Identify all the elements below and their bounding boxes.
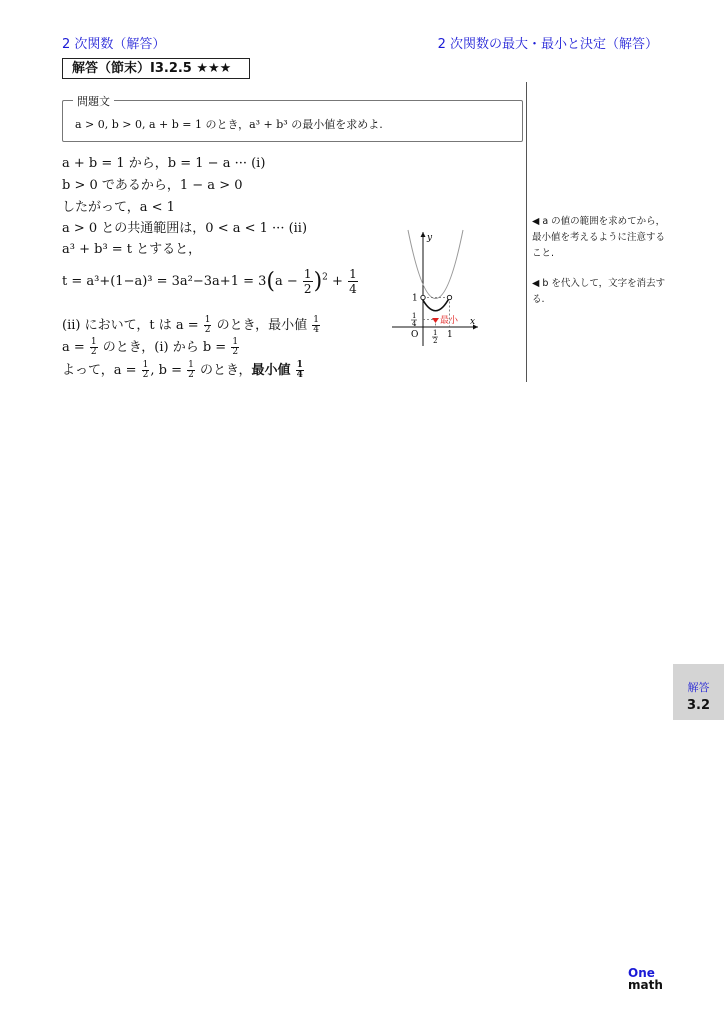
equation-quarter: $\frac{1}{4}$ xyxy=(349,267,357,296)
y-axis-label: y xyxy=(427,233,433,243)
solution-line-8 xyxy=(62,336,240,357)
equation-paren-close: ) xyxy=(313,269,323,294)
margin-note-1: ◀ a の値の範囲を求めてから，最小値を考えるように注意すること. xyxy=(532,216,666,259)
line9-text-c: のとき， xyxy=(200,363,252,378)
equation-plus: + xyxy=(332,274,343,289)
solution-line-5: a³ + b³ = t とすると， xyxy=(62,242,202,257)
x-tick-one: 1 xyxy=(447,330,453,340)
header-right: 2 次関数の最大・最小と決定（解答） xyxy=(437,37,658,52)
x-tick-half-num: 1 xyxy=(433,329,438,337)
solution-line-4: a > 0 との共通範囲は，0 < a < 1 ··· (ii) xyxy=(62,221,308,236)
chapter-tab-label: 解答 xyxy=(687,681,710,694)
line8-half-b: $\frac{1}{2}$ xyxy=(232,337,239,357)
parabola-domain-segment xyxy=(422,298,450,311)
solution-line-9 xyxy=(62,359,305,380)
line9-text-a: よって，a = xyxy=(62,363,137,378)
onemath-logo xyxy=(628,967,663,991)
line7-text-a: (ii) において，t は a = xyxy=(62,318,199,333)
open-point-left xyxy=(421,295,425,299)
y-tick-quarter-num: 1 xyxy=(412,312,417,320)
line8-half-a: $\frac{1}{2}$ xyxy=(90,337,97,357)
open-point-right xyxy=(447,295,451,299)
x-tick-half-den: 2 xyxy=(433,337,438,345)
origin-label: O xyxy=(411,330,419,340)
problem-text: a > 0, b > 0, a + b = 1 のとき，a³ + b³ の最小値を求めよ. xyxy=(75,118,383,131)
equation-lhs: t = a³+(1−a)³ = 3a²−3a+1 = 3 xyxy=(62,274,267,289)
x-axis-label: x xyxy=(470,317,476,327)
min-marker-icon xyxy=(432,318,439,323)
margin-note-2: ◀ b を代入して，文字を消去する. xyxy=(532,278,666,305)
parabola-graph xyxy=(380,226,490,350)
equation-square: 2 xyxy=(322,272,328,283)
equation-half: $\frac{1}{2}$ xyxy=(303,267,312,296)
line9-half-a: $\frac{1}{2}$ xyxy=(142,360,149,380)
line9-answer-value: $\frac{1}{4}$ xyxy=(296,360,303,380)
section-title: 解答（節末）I3.2.5 ★★★ xyxy=(62,58,250,79)
header-left: 2 次関数（解答） xyxy=(62,37,166,52)
solution-line-3: したがって，a < 1 xyxy=(62,200,175,215)
margin-divider xyxy=(526,82,527,382)
chapter-tab[interactable] xyxy=(673,664,724,720)
line9-half-b: $\frac{1}{2}$ xyxy=(188,360,194,380)
chapter-tab-number: 3.2 xyxy=(686,698,711,713)
problem-label: 問題文 xyxy=(73,93,114,109)
solution-line-2: b > 0 であるから，1 − a > 0 xyxy=(62,178,243,193)
solution-line-7 xyxy=(62,314,321,335)
logo-math: math xyxy=(628,978,663,992)
problem-box xyxy=(62,95,523,142)
y-tick-quarter-den: 4 xyxy=(412,320,417,328)
line8-text-a: a = xyxy=(62,340,85,355)
line7-text-b: のとき，最小値 xyxy=(216,318,308,333)
y-axis-arrow xyxy=(421,232,426,237)
min-label: 最小 xyxy=(440,316,459,326)
solution-line-1: a + b = 1 から，b = 1 − a ··· (i) xyxy=(62,156,266,171)
equation-paren-open: ( xyxy=(266,269,275,294)
equation-t xyxy=(62,267,359,296)
line7-half: $\frac{1}{2}$ xyxy=(204,315,211,335)
line8-text-b: のとき，(i) から b = xyxy=(102,340,227,355)
line9-answer-label: 最小値 xyxy=(251,363,291,378)
line9-text-b: , b = xyxy=(150,363,183,378)
equation-a-minus: a − xyxy=(275,274,298,289)
logo-one: One xyxy=(628,966,655,980)
line7-quarter: $\frac{1}{4}$ xyxy=(313,315,319,335)
y-tick-one: 1 xyxy=(412,293,418,304)
parabola-curve xyxy=(408,230,463,299)
